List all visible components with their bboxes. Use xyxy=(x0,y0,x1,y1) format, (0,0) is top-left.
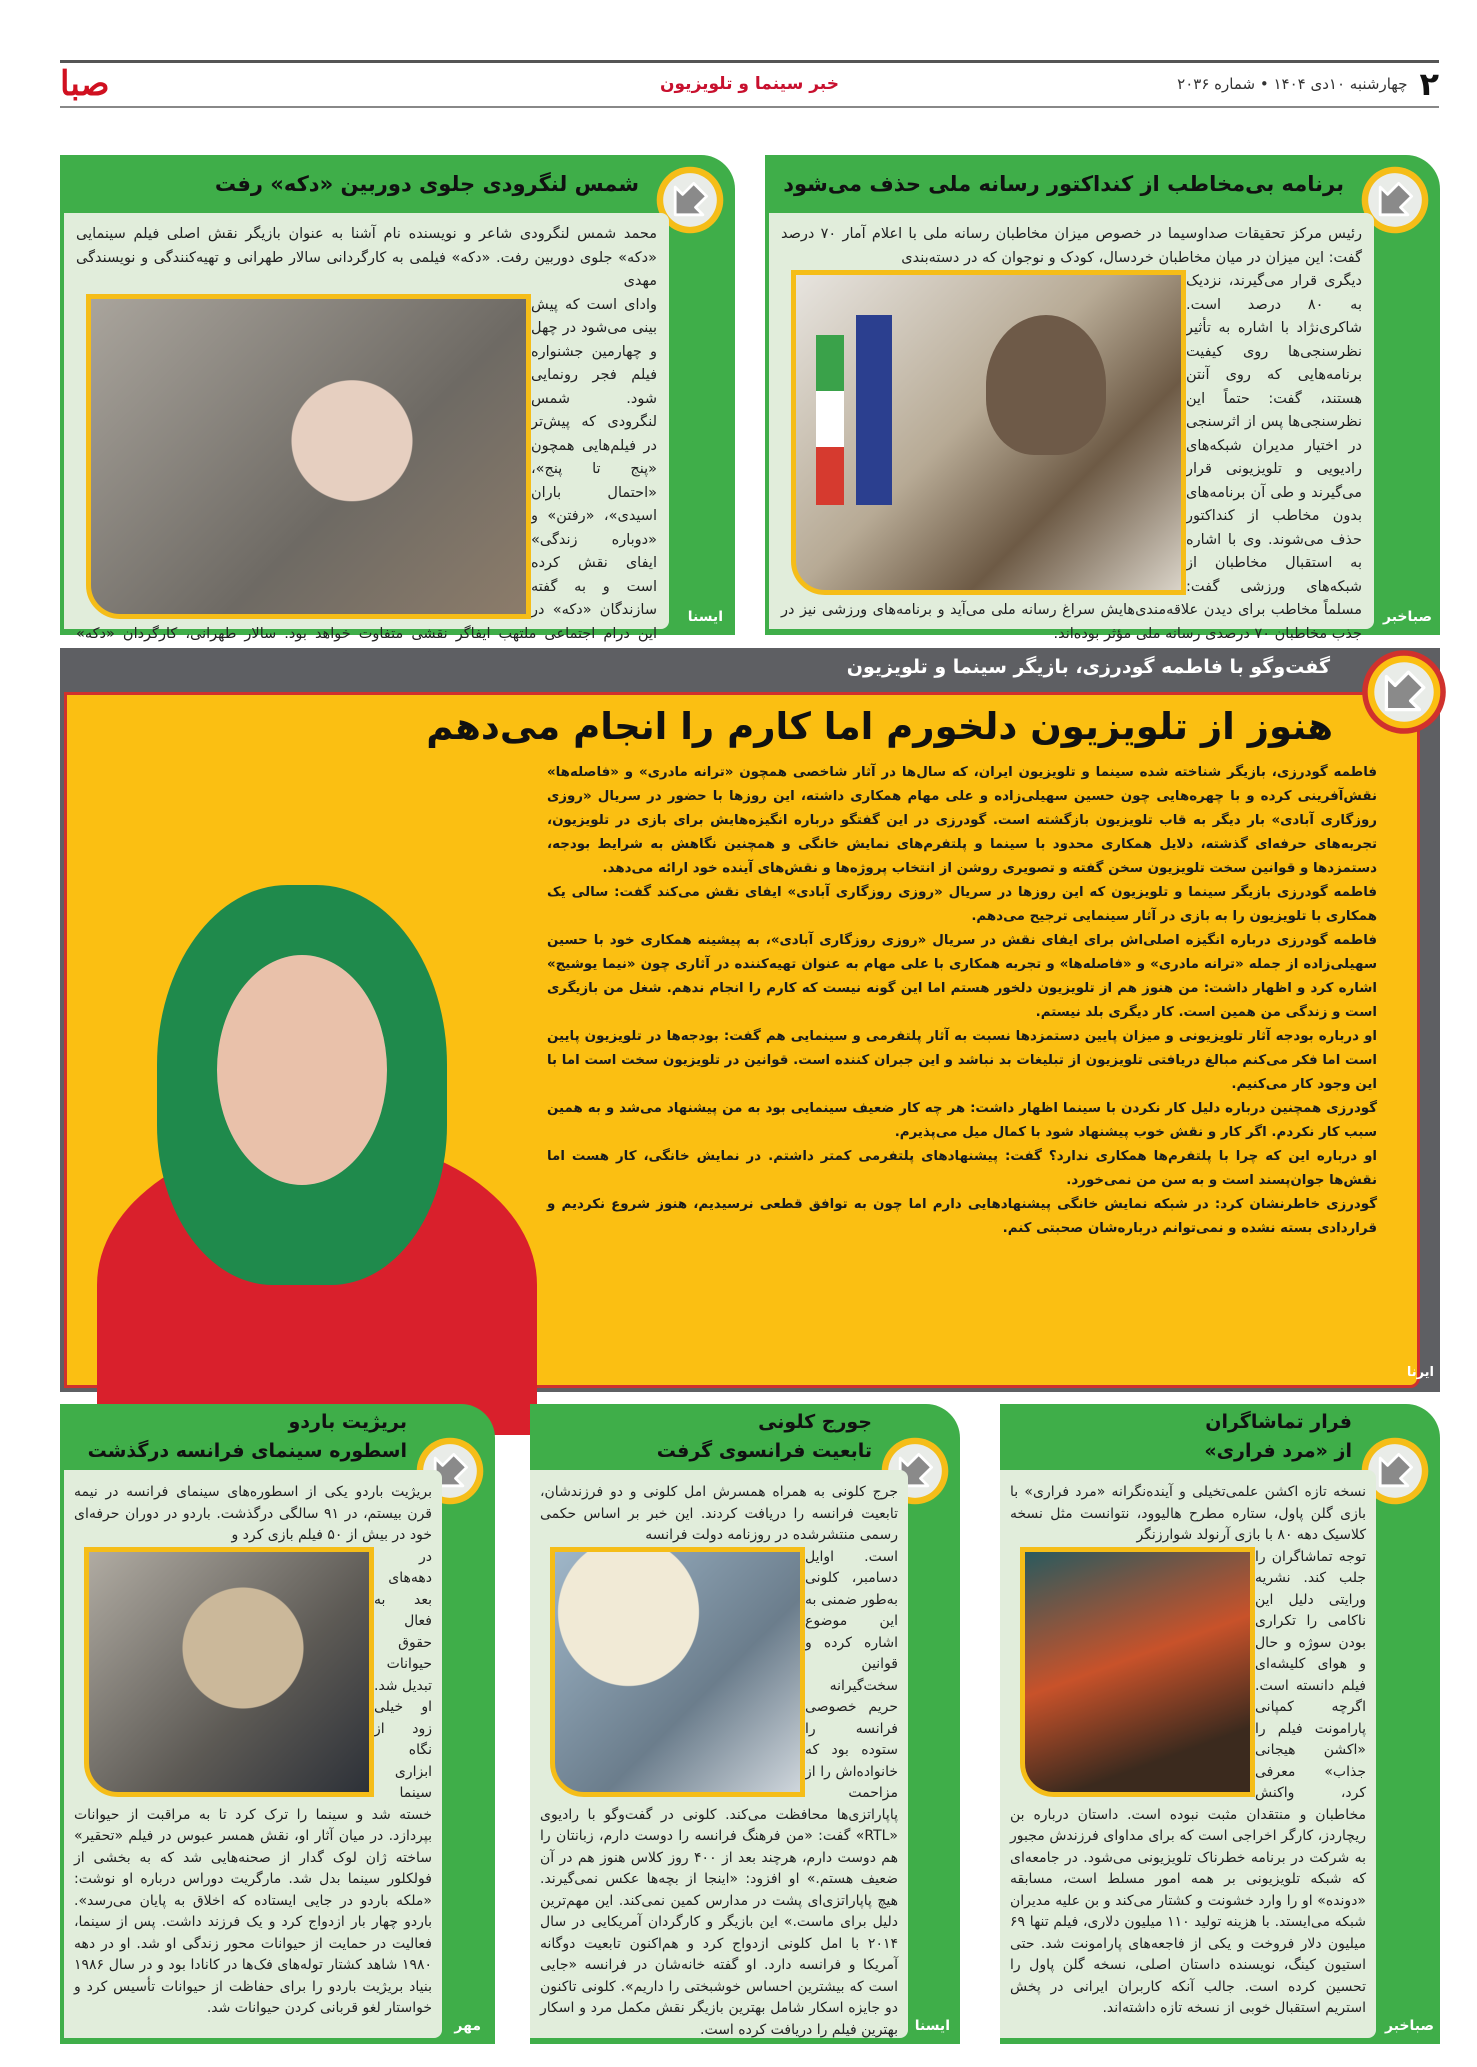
article-body xyxy=(530,1470,908,2038)
article-body xyxy=(64,213,669,642)
article-text: در دهه‌های بعد به فعال حقوق حیوانات تبدیل شد. او خیلی زود از نگاه ابزاری سینما خسته شد و سینما را ترک کرد تا به مراقبت از حیوانات بپردازد. در میان آثار او، نقش همسر عبوس در فیلم «تحقیر» ساخته ژان لوک گدار از صحنه‌هایی شد که به بخشی از فولکلور سینما بدل شد. مارگریت دوراس درباره او نوشت: «ملکه باردو در جایی ایستاده که اخلاق به پایان می‌رسد». باردو چهار بار ازدواج کرد و یک فرزند داشت. پس از سینما، فعالیت در حمایت از حیوانات محور زندگی او شد. او در دهه ۱۹۸۰ شاهد کشتار توله‌های فک‌ها در کانادا بود و در سال ۱۹۸۶ بنیاد بریژیت باردو را برای حفاظت از حیوانات تأسیس کرد و خواستار لغو قربانی کردن حیوانات شد. xyxy=(74,1548,432,2016)
article-body xyxy=(64,1470,442,2038)
source-label: صباخبر xyxy=(1384,2018,1434,2034)
header-rule-top xyxy=(60,60,1439,63)
interview-paragraph: فاطمه گودرزی بازیگر سینما و تلویزیون که این روزها در سریال «روزی روزگاری آبادی» ایفای نقش می‌کند گفت: سالی یک همکاری با تلویزیون را به بازی در آثار سینمایی ترجیح می‌دهم. xyxy=(547,885,1377,924)
title-line: اسطوره سینمای فرانسه درگذشت xyxy=(87,1440,407,1462)
title-line: جورج کلونی xyxy=(758,1411,872,1433)
section-title: خبر سینما و تلویزیون xyxy=(660,74,839,94)
news-box-langroudi xyxy=(60,155,735,642)
interview-kicker: گفت‌وگو با فاطمه گودرزی، بازیگر سینما و تلویزیون xyxy=(846,656,1330,678)
article-title: برنامه بی‌مخاطب از کنداکتور رسانه ملی حذف می‌شود xyxy=(783,172,1344,196)
interview-body xyxy=(547,761,1377,1241)
page-header xyxy=(60,64,1439,104)
photo-running-man-poster xyxy=(1020,1547,1255,1797)
interview-paragraph: گودرزی همچنین درباره دلیل کار نکردن با سینما اظهار داشت: هر چه کار ضعیف سینمایی بود به من پیشنهاد می‌شد و به همین سبب کار نکردم. اگر کار و نقش خوب پیشنهاد شود با کمال میل می‌پذیرم. xyxy=(547,1101,1377,1140)
news-box-clooney xyxy=(530,1404,960,2044)
source-label: صباخبر xyxy=(1382,609,1432,625)
interview-panel xyxy=(64,692,1420,1388)
article-lead: نسخه تازه اکشن علمی‌تخیلی و آینده‌نگرانه «مرد فراری» با بازی گلن پاول، ستاره مطرح هالیوود، نتوانست مثل نسخه کلاسیک دهه ۸۰ با بازی آرنولد شوارزنگر xyxy=(1010,1484,1366,1543)
photo-fatemeh-goudarzi xyxy=(67,865,537,1385)
article-title: شمس لنگرودی جلوی دوربین «دکه» رفت xyxy=(214,172,639,196)
news-box-conductor xyxy=(765,155,1440,642)
issue-date: چهارشنبه ۱۰دی ۱۴۰۴ • شماره ۲۰۳۶ xyxy=(1177,75,1408,93)
article-lead: محمد شمس لنگرودی شاعر و نویسنده نام آشنا به عنوان بازیگر نقش اصلی فیلم سینمایی «دکه» جلوی دوربین رفت. «دکه» فیلمی به کارگردانی سالار طهرانی و تهیه‌کنندگی و نویسندگی مهدی xyxy=(76,226,657,289)
arrow-badge-icon xyxy=(1360,648,1448,736)
article-text: دیگری قرار می‌گیرند، نزدیک به ۸۰ درصد است. شاکری‌نژاد با اشاره به تأثیر نظرسنجی‌ها روی کیفیت برنامه‌هایی که روی آنتن هستند، گفت: حتماً این نظرسنجی‌ها پس از اثرسنجی در اختیار مدیران شبکه‌های رادیویی و تلویزیونی قرار می‌گیرند و طی آن برنامه‌های بدون مخاطب از کنداکتور حذف می‌شوند. وی با اشاره به استقبال مخاطبان از شبکه‌های ورزشی گفت: مسلماً مخاطب برای دیدن علاقه‌مندی‌هایش سراغ رسانه ملی می‌آید و برنامه‌های ورزشی نیز در جذب مخاطبان ۷۰ درصدی رسانه ملی مؤثر بوده‌اند. xyxy=(781,273,1362,642)
article-text: توجه تماشاگران را جلب کند. نشریه ورایتی دلیل این ناکامی را تکراری بودن سوژه و حال و هوای کلیشه‌ای فیلم دانسته است. اگرچه کمپانی پارامونت فیلم را «اکشن هیجانی جذاب» معرفی کرد، واکنش مخاطبان و منتقدان مثبت نبوده است. داستان درباره بن ریچاردز، کارگر اخراجی است که برای مداوای فرزندش مجبور به شرکت در برنامه خطرناک تلویزیونی می‌شود. در جامعه‌ای که شبکه تلویزیونی بر همه امور مسلط است، مسابقه «دونده» او را وارد خشونت و کشتار می‌کند و بن علیه مدیران شبکه می‌ایستد. با هزینه تولید ۱۱۰ میلیون دلاری، فیلم تنها ۶۹ میلیون دلار فروخت و یکی از فاجعه‌های پارامونت شد. حتی استیون کینگ، نویسنده داستان اصلی، نسخه گلن پاول را تحسین کرده است. جالب آنکه کاربران ایرانی در پخش استریم استقبال خوبی از نسخه تازه داشته‌اند. xyxy=(1010,1548,1366,2016)
source-label: ایسنا xyxy=(914,2018,950,2034)
title-line: بریژیت باردو xyxy=(288,1411,407,1433)
interview-headline: هنوز از تلویزیون دلخورم اما کارم را انجام می‌دهم xyxy=(426,705,1333,748)
interview-feature xyxy=(60,648,1440,1392)
news-box-bardot xyxy=(60,1404,495,2044)
source-label: مهر xyxy=(454,2018,481,2034)
interview-paragraph: او درباره این که چرا با پلتفرم‌ها همکاری ندارد؟ گفت: پیشنهادهای پلتفرمی کمتر داشتم. در نمایش خانگی، کار هست اما نقش‌ها جوان‌پسند است و به سن من نمی‌خورد. xyxy=(547,1149,1377,1188)
news-box-running-man xyxy=(1000,1404,1440,2044)
article-body xyxy=(1000,1470,1376,2038)
interview-paragraph: فاطمه گودرزی درباره انگیزه اصلی‌اش برای ایفای نقش در سریال «روزی روزگاری آبادی»، به پیشینه همکاری خود با حسین سهیلی‌زاده از جمله «ترانه مادری» و «فاصله‌ها» و تجربه همکاری با علی مهام به عنوان تهیه‌کننده در آثاری چون «نیما یوشیج» اشاره کرد و اظهار داشت: من هنوز هم از تلویزیون دلخور هستم اما این گونه نیست که کارم را انجام ندهم. شغل من بازیگری است و زندگی من همین است. کار دیگری بلد نیستم. xyxy=(547,933,1377,1020)
title-line: تابعیت فرانسوی گرفت xyxy=(656,1440,872,1462)
photo-clooney-couple xyxy=(550,1547,805,1797)
interview-paragraph: او درباره بودجه آثار تلویزیونی و میزان پایین دستمزدها نسبت به آثار پلتفرمی و سینمایی هم گفت: بودجه‌ها در تلویزیون پایین است اما فکر می‌کنم مبالغ دریافتی تلویزیون از تبلیغات بد نباشد و این جبران کننده است. قوانین در تلویزیون سخت است اما با این وجود کار می‌کنیم. xyxy=(547,1029,1377,1092)
newspaper-logo: صبا xyxy=(60,64,110,104)
article-lead: بریژیت باردو یکی از اسطوره‌های سینمای فرانسه در نیمه قرن بیستم، در ۹۱ سالگی درگذشت. باردو در دوران حرفه‌ای خود در بیش از ۵۰ فیلم بازی کرد و xyxy=(74,1484,432,1543)
source-label: ایسنا xyxy=(687,609,723,625)
article-text: وادای است که پیش بینی می‌شود در چهل و چهارمین جشنواره فیلم فجر رونمایی شود. شمس لنگرودی که پیش‌تر در فیلم‌هایی همچون «پنج تا پنج»، «احتمال باران اسیدی»، «رفتن» و «دوباره زندگی» ایفای نقش کرده است و به گفته سازندگان «دکه» در این درام اجتماعی ملتهب ایفاگر نقشی متفاوت خواهد بود. سالار طهرانی، کارگردان «دکه» xyxy=(76,296,657,642)
title-line: فرار تماشاگران xyxy=(1205,1411,1352,1433)
title-line: از «مرد فراری» xyxy=(1204,1440,1352,1462)
header-rule-bottom xyxy=(60,106,1439,108)
photo-brigitte-bardot xyxy=(84,1547,374,1797)
interview-paragraph: فاطمه گودرزی، بازیگر شناخته شده سینما و تلویزیون ایران، که سال‌ها در آثار شاخصی همچون «ترانه مادری» و «فاصله‌ها» نقش‌آفرینی کرده و با چهره‌هایی چون حسین سهیلی‌زاده و علی مهام همکاری داشته، این روزها با حضور در سریال «روزی روزگاری آبادی» بار دیگر به قاب تلویزیون بازگشته است. گودرزی در این گفتگو درباره انگیزه‌هایش برای بازی در تلویزیون، تجربه‌های حرفه‌ای گذشته، دلایل همکاری محدود با سینما و پلتفرم‌های نمایش خانگی و همچنین نگاهش به شرایط بودجه، دستمزدها و قوانین سخت تلویزیون سخن گفته و تصویری روشن از انتخاب پروژه‌ها و نقش‌های آینده خود ارائه می‌دهد. xyxy=(547,765,1377,876)
article-text: است. اوایل دسامبر، کلونی به‌طور ضمنی به این موضوع اشاره کرده و قوانین سخت‌گیرانه حریم خصوصی فرانسه را ستوده بود که خانواده‌اش را از مزاحمت پاپاراتزی‌ها محافظت می‌کند. کلونی در گفت‌وگو با رادیوی «RTL» گفت: «من فرهنگ فرانسه را دوست دارم، زبانتان را هم دوست دارم، هرچند بعد از ۴۰۰ روز کلاس هنوز هم در آن ضعیف هستم.» او افزود: «اینجا از بچه‌ها عکس نمی‌گیرند. هیچ پاپاراتزی‌ای پشت در مدارس کمین نمی‌کند. این مهم‌ترین دلیل برای ماست.» این بازیگر و کارگردان آمریکایی در سال ۲۰۱۴ با امل کلونی ازدواج کرد و هم‌اکنون تابعیت دوگانه آمریکا و فرانسه دارد. او گفته خانه‌شان در فرانسه «جایی است که بیشترین احساس خوشبختی را داریم». کلونی تاکنون دو جایزه اسکار شامل بهترین بازیگر نقش مکمل مرد و اسکار بهترین فیلم را دریافت کرده است. xyxy=(540,1548,898,2038)
source-label: ایرنا xyxy=(1406,1365,1434,1380)
article-lead: رئیس مرکز تحقیقات صداوسیما در خصوص میزان مخاطبان رسانه ملی با اعلام آمار ۷۰ درصد گفت: این میزان در میان مخاطبان خردسال، کودک و نوجوان که در دسته‌بندی xyxy=(781,226,1362,266)
photo-shams-langroudi xyxy=(86,294,531,619)
page-number: ۲ xyxy=(1419,65,1439,103)
article-body xyxy=(769,213,1374,642)
article-lead: جرج کلونی به همراه همسرش امل کلونی و دو فرزندشان، تابعیت فرانسه را دریافت کردند. این خبر بر اساس حکمی رسمی منتشرشده در روزنامه دولت فرانسه xyxy=(540,1484,898,1543)
interview-paragraph: گودرزی خاطرنشان کرد: در شبکه نمایش خانگی پیشنهادهایی دارم اما چون به توافق قطعی نرسیدیم، هنوز شروع نکردیم و قراردادی بسته نشده و نمی‌توانم درباره‌شان صحبتی کنم. xyxy=(547,1197,1377,1236)
photo-official-at-microphone xyxy=(791,270,1186,595)
